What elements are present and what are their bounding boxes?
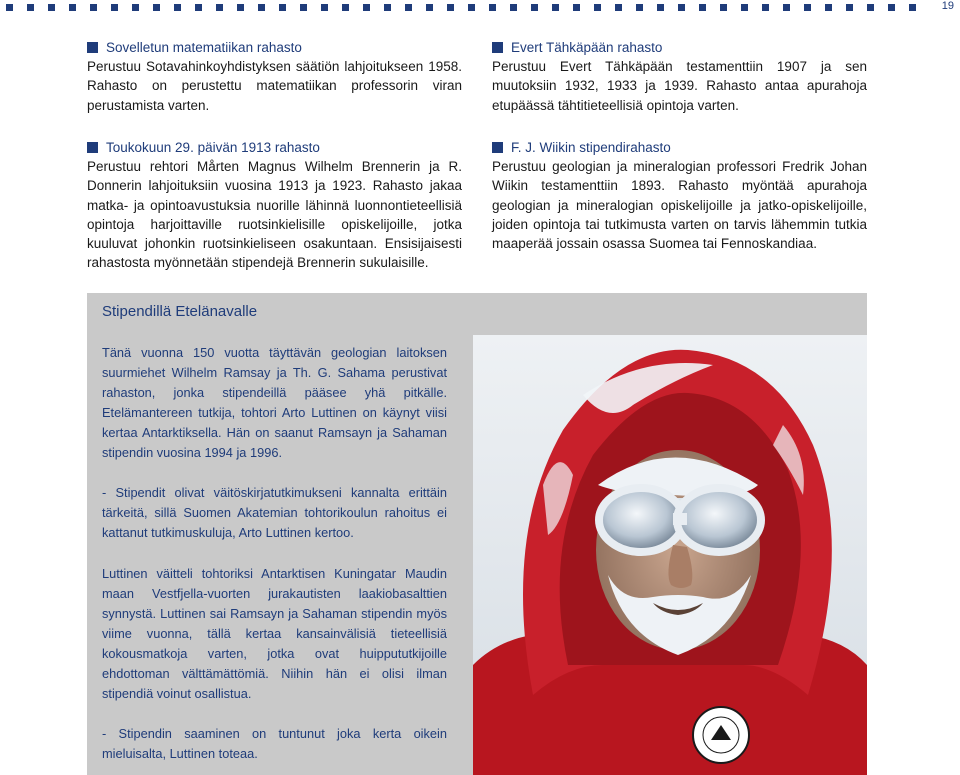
decorative-square-icon [48, 4, 55, 11]
decorative-square-icon [888, 4, 895, 11]
decorative-square-icon [552, 4, 559, 11]
section-heading [87, 38, 462, 57]
heading-text: Sovelletun matematiikan rahasto [106, 40, 302, 55]
section-body: Perustuu rehtori Mårten Magnus Wilhelm Brennerin ja R. Donnerin lahjoituksiin vuosina 1913 ja 1923. Rahasto jakaa matka- ja opintoavustuksia nuorille lähinnä luonnontieteellisiä opintoja harjoittaville ruotsinkielisille opiskelijoille, jotka kuuluvat johonkin ruotsinkieliseen osakuntaan. Ensisijaisesti rahastosta myönnetään stipendejä Brennerin sukulaisille. [87, 159, 462, 271]
section-heading [492, 38, 867, 57]
decorative-square-icon [6, 4, 13, 11]
section-body: Perustuu Evert Tähkäpään testamenttiin 1907 ja sen muutoksiin 1932, 1933 ja 1939. Rahasto antaa apurahoja etupäässä tähtitieteellisiä opintoja varten. [492, 59, 867, 113]
feature-paragraph: - Stipendit olivat väitöskirjatutkimukseni kannalta erittäin tärkeitä, sillä Suomen Akatemian tohtorikoulun rahoitus ei kattanut tutkimuskuluja, Arto Luttinen kertoo. [102, 485, 447, 540]
section-sovelletun-matematiikan [87, 38, 462, 115]
section-body: Perustuu geologian ja mineralogian professori Fredrik Johan Wiikin testamenttiin 1893. Rahasto myöntää apurahoja geologian ja mineralogian opiskelijoille ja jatko-opiskelijoille, joiden opintoja tai tutkimusta varten on tarvis lähemmin tutkia maaperää jossain osassa Suomea tai Fennoskandiaa. [492, 159, 867, 252]
decorative-square-icon [804, 4, 811, 11]
decorative-square-icon [216, 4, 223, 11]
square-bullet-icon [492, 42, 503, 53]
decorative-square-icon [846, 4, 853, 11]
decorative-square-icon [867, 4, 874, 11]
decorative-square-icon [342, 4, 349, 11]
decorative-square-icon [174, 4, 181, 11]
decorative-square-icon [258, 4, 265, 11]
decorative-square-icon [594, 4, 601, 11]
decorative-square-icon [447, 4, 454, 11]
heading-text: F. J. Wiikin stipendirahasto [511, 140, 671, 155]
square-bullet-icon [492, 142, 503, 153]
decorative-square-icon [132, 4, 139, 11]
decorative-square-icon [636, 4, 643, 11]
decorative-square-icon [111, 4, 118, 11]
section-evert-tahkapaan [492, 38, 867, 115]
section-heading [492, 138, 867, 157]
decorative-square-icon [720, 4, 727, 11]
decorative-square-icon [678, 4, 685, 11]
frost-covered-explorer-photo-icon [473, 335, 867, 775]
decorative-square-icon [69, 4, 76, 11]
top-decorative-bar [0, 0, 960, 16]
feature-paragraph: - Stipendin saaminen on tuntunut joka kerta oikein mieluisalta, Luttinen toteaa. [102, 726, 447, 761]
feature-box-title: Stipendillä Etelänavalle [102, 303, 258, 320]
section-toukokuun-29 [87, 138, 462, 273]
square-bullet-icon [87, 42, 98, 53]
decorative-square-icon [27, 4, 34, 11]
decorative-square-icon [657, 4, 664, 11]
feature-paragraph: Luttinen väitteli tohtoriksi Antarktisen Kuningatar Maudin maan Vestfjella-vuorten jurakautisten laakiobasalttien synnystä. Luttinen sai Ramsayn ja Sahaman stipendin myös viime vuonna, tällä kertaa kansainvälisiä tieteellisiä kokousmatkoja varten, jotka ovat huippututkijoille ehdottoman välttämättömiä. Niihin hän ei olisi ilman stipendiä voinut osallistua. [102, 566, 447, 701]
square-bullet-icon [87, 142, 98, 153]
decorative-square-icon [153, 4, 160, 11]
decorative-square-icon [426, 4, 433, 11]
section-body: Perustuu Sotavahinkoyhdistyksen säätiön lahjoitukseen 1958. Rahasto on perustettu matematiikan professorin viran perustamista varten. [87, 59, 462, 113]
decorative-square-icon [531, 4, 538, 11]
heading-text: Toukokuun 29. päivän 1913 rahasto [106, 140, 320, 155]
decorative-square-icon [321, 4, 328, 11]
decorative-square-icon [510, 4, 517, 11]
page-number: 19 [941, 0, 954, 12]
decorative-square-icon [237, 4, 244, 11]
decorative-square-icon [741, 4, 748, 11]
decorative-square-icon [384, 4, 391, 11]
decorative-square-icon [195, 4, 202, 11]
decorative-square-icon [405, 4, 412, 11]
decorative-square-icon [90, 4, 97, 11]
decorative-square-icon [909, 4, 916, 11]
decorative-square-icon [300, 4, 307, 11]
decorative-square-icon [825, 4, 832, 11]
feature-paragraph: Tänä vuonna 150 vuotta täyttävän geologian laitoksen suurmiehet Wilhelm Ramsay ja Th. G. Sahama perustivat rahaston, jonka stipendeillä pääsee yhä pitkälle. Etelämantereen tutkija, tohtori Arto Luttinen on käynyt viisi kertaa Antarktiksella. Hän on saanut Ramsayn ja Sahaman stipendin vuosina 1994 ja 1996. [102, 345, 447, 460]
decorative-square-icon [615, 4, 622, 11]
decorative-square-icon [489, 4, 496, 11]
decorative-square-icon [699, 4, 706, 11]
heading-text: Evert Tähkäpään rahasto [511, 40, 663, 55]
decorative-square-icon [762, 4, 769, 11]
feature-box [87, 293, 867, 775]
section-wiikin-stipendirahasto [492, 138, 867, 253]
section-heading [87, 138, 462, 157]
decorative-square-icon [468, 4, 475, 11]
decorative-square-icon [573, 4, 580, 11]
decorative-square-icon [279, 4, 286, 11]
decorative-square-icon [363, 4, 370, 11]
decorative-square-icon [783, 4, 790, 11]
